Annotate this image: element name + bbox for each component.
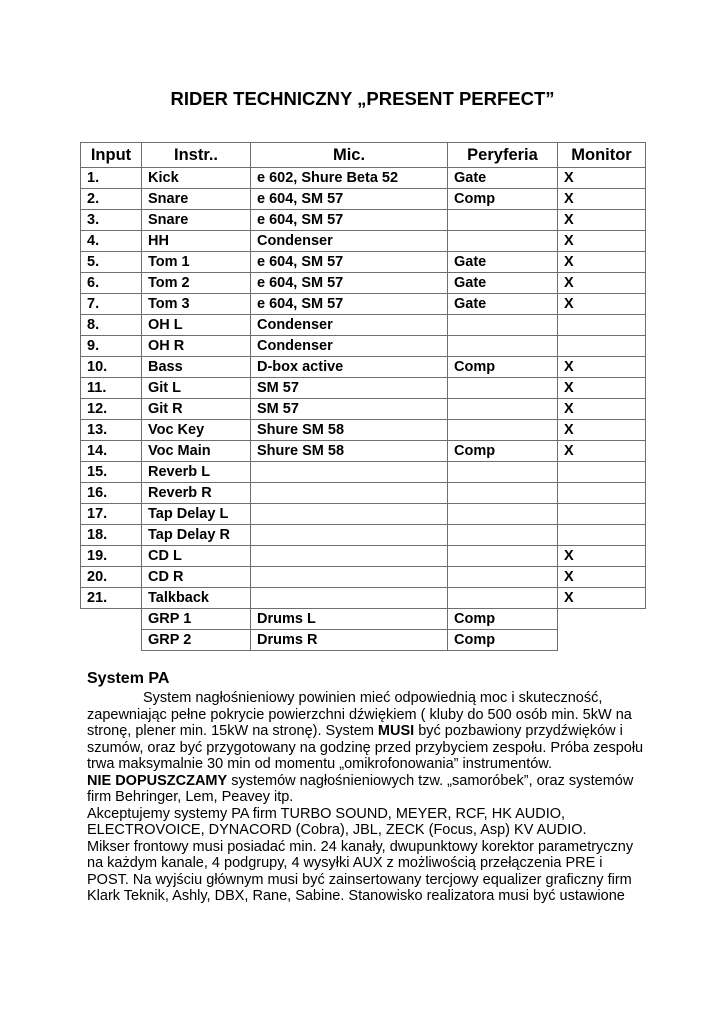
header-instr: Instr..: [142, 143, 251, 168]
cell-instr: Reverb R: [142, 483, 251, 504]
cell-monitor: [558, 504, 646, 525]
cell-monitor: X: [558, 588, 646, 609]
cell-peryferia: [448, 210, 558, 231]
cell-instr: Voc Main: [142, 441, 251, 462]
paragraph-forbidden: [87, 773, 647, 806]
cell-monitor: X: [558, 231, 646, 252]
cell-instr: Tap Delay L: [142, 504, 251, 525]
cell-monitor: X: [558, 420, 646, 441]
cell-mic: [251, 504, 448, 525]
cell-peryferia: Comp: [448, 441, 558, 462]
cell-peryferia: Comp: [448, 189, 558, 210]
cell-input: 5.: [81, 252, 142, 273]
table-row: [81, 588, 646, 609]
cell-peryferia: [448, 567, 558, 588]
table-header-row: [81, 143, 646, 168]
table-row: [81, 315, 646, 336]
header-input: Input: [81, 143, 142, 168]
system-pa-text: [87, 690, 647, 905]
table-row: [81, 336, 646, 357]
cell-instr: Kick: [142, 168, 251, 189]
paragraph-accepted: Akceptujemy systemy PA firm TURBO SOUND, MEYER, RCF, HK AUDIO, ELECTROVOICE, DYNACORD (Cobra), JBL, ZECK (Focus, Asp) KV AUDIO.: [87, 805, 587, 838]
paragraph-requirements: [87, 690, 647, 773]
paragraph-mixer: Mikser frontowy musi posiadać min. 24 kanały, dwupunktowy korektor parametryczny na każdym kanale, 4 podgrupy, 4 wysyłki AUX z możliwością przełączenia PRE i POST. Na wyjściu głównym musi być zainsertowany tercjowy equalizer graficzny firm Klark Teknik, Ashly, DBX, Rane, Sabine. Stanowisko realizatora musi być ustawione: [87, 838, 634, 904]
paragraph-text: System nagłośnieniowy powinien mieć odpowiednią moc i skuteczność, zapewniając pełne pokrycie powierzchni dźwiękiem ( kluby do 500 osób min. 5kW na stronę, plener min. 15kW na stronę). System: [87, 690, 632, 739]
cell-peryferia: [448, 483, 558, 504]
cell-mic: [251, 588, 448, 609]
cell-input: 1.: [81, 168, 142, 189]
cell-instr: Tom 1: [142, 252, 251, 273]
cell-input: 2.: [81, 189, 142, 210]
cell-monitor: X: [558, 294, 646, 315]
cell-instr: CD R: [142, 567, 251, 588]
cell-instr: CD L: [142, 546, 251, 567]
cell-monitor: X: [558, 567, 646, 588]
table-row: [81, 294, 646, 315]
cell-instr: Git R: [142, 399, 251, 420]
cell-peryferia: [448, 546, 558, 567]
cell-monitor: [558, 462, 646, 483]
cell-group-mic: Drums L: [251, 609, 448, 630]
cell-peryferia: [448, 378, 558, 399]
group-row: [81, 630, 646, 651]
table-row: [81, 441, 646, 462]
cell-mic: e 604, SM 57: [251, 294, 448, 315]
system-pa-heading: System PA: [87, 670, 170, 687]
cell-input: 13.: [81, 420, 142, 441]
table-row: [81, 567, 646, 588]
cell-mic: Condenser: [251, 336, 448, 357]
table-row: [81, 231, 646, 252]
cell-mic: Condenser: [251, 231, 448, 252]
cell-peryferia: [448, 315, 558, 336]
cell-group-peryferia: Comp: [448, 630, 558, 651]
cell-mic: e 604, SM 57: [251, 189, 448, 210]
cell-monitor: X: [558, 189, 646, 210]
cell-input: 16.: [81, 483, 142, 504]
cell-mic: D-box active: [251, 357, 448, 378]
cell-blank: [81, 609, 142, 630]
group-row: [81, 609, 646, 630]
cell-input: 9.: [81, 336, 142, 357]
cell-input: 6.: [81, 273, 142, 294]
cell-input: 11.: [81, 378, 142, 399]
cell-blank: [81, 630, 142, 651]
cell-peryferia: [448, 336, 558, 357]
rider-table: [80, 142, 646, 651]
emphasis-musi: MUSI: [377, 723, 415, 739]
cell-input: 10.: [81, 357, 142, 378]
cell-monitor: X: [558, 399, 646, 420]
cell-input: 7.: [81, 294, 142, 315]
table-row: [81, 357, 646, 378]
cell-input: 12.: [81, 399, 142, 420]
cell-instr: Voc Key: [142, 420, 251, 441]
cell-blank: [558, 609, 646, 630]
cell-input: 4.: [81, 231, 142, 252]
cell-instr: HH: [142, 231, 251, 252]
cell-mic: e 602, Shure Beta 52: [251, 168, 448, 189]
cell-instr: OH L: [142, 315, 251, 336]
cell-input: 14.: [81, 441, 142, 462]
table-row: [81, 420, 646, 441]
emphasis-nie-dopuszczamy: NIE DOPUSZCZAMY: [87, 772, 228, 789]
cell-peryferia: Comp: [448, 357, 558, 378]
table-row: [81, 504, 646, 525]
cell-peryferia: Gate: [448, 168, 558, 189]
cell-peryferia: [448, 420, 558, 441]
table-row: [81, 252, 646, 273]
table-row: [81, 210, 646, 231]
table-row: [81, 189, 646, 210]
table-row: [81, 273, 646, 294]
cell-peryferia: [448, 588, 558, 609]
cell-monitor: X: [558, 357, 646, 378]
paragraph-text: systemów nagłośnieniowych tzw. „samoróbek”, oraz systemów firm Behringer, Lem, Peavey itp.: [87, 772, 634, 805]
cell-monitor: X: [558, 546, 646, 567]
paragraph-text: być pozbawiony przydźwięków i szumów, oraz być przygotowany na godzinę przed przybyciem zespołu. Próba zespołu trwa maksymalnie 30 min od momentu „omikrofonowania” instrumentów.: [87, 723, 644, 772]
cell-monitor: [558, 483, 646, 504]
cell-mic: Shure SM 58: [251, 420, 448, 441]
cell-mic: [251, 462, 448, 483]
cell-mic: SM 57: [251, 378, 448, 399]
cell-instr: Bass: [142, 357, 251, 378]
cell-peryferia: Gate: [448, 294, 558, 315]
table-row: [81, 525, 646, 546]
table-row: [81, 546, 646, 567]
cell-instr: Git L: [142, 378, 251, 399]
cell-peryferia: [448, 504, 558, 525]
cell-input: 18.: [81, 525, 142, 546]
cell-peryferia: [448, 462, 558, 483]
cell-monitor: X: [558, 273, 646, 294]
cell-instr: OH R: [142, 336, 251, 357]
cell-peryferia: [448, 231, 558, 252]
cell-monitor: X: [558, 378, 646, 399]
header-monitor: Monitor: [558, 143, 646, 168]
cell-instr: Tap Delay R: [142, 525, 251, 546]
cell-monitor: [558, 315, 646, 336]
cell-input: 3.: [81, 210, 142, 231]
table-row: [81, 462, 646, 483]
cell-input: 15.: [81, 462, 142, 483]
cell-mic: e 604, SM 57: [251, 210, 448, 231]
table-row: [81, 378, 646, 399]
document-title: RIDER TECHNICZNY „PRESENT PERFECT”: [170, 88, 555, 109]
cell-mic: [251, 483, 448, 504]
cell-input: 20.: [81, 567, 142, 588]
cell-instr: Talkback: [142, 588, 251, 609]
cell-instr: Tom 2: [142, 273, 251, 294]
cell-peryferia: Gate: [448, 273, 558, 294]
cell-mic: e 604, SM 57: [251, 273, 448, 294]
cell-mic: [251, 567, 448, 588]
cell-input: 21.: [81, 588, 142, 609]
cell-instr: Tom 3: [142, 294, 251, 315]
cell-peryferia: [448, 525, 558, 546]
cell-group-instr: GRP 1: [142, 609, 251, 630]
cell-input: 19.: [81, 546, 142, 567]
cell-monitor: X: [558, 210, 646, 231]
cell-monitor: X: [558, 441, 646, 462]
cell-instr: Reverb L: [142, 462, 251, 483]
table-row: [81, 483, 646, 504]
cell-instr: Snare: [142, 210, 251, 231]
cell-group-peryferia: Comp: [448, 609, 558, 630]
cell-peryferia: Gate: [448, 252, 558, 273]
cell-input: 8.: [81, 315, 142, 336]
cell-monitor: X: [558, 252, 646, 273]
table-row: [81, 399, 646, 420]
cell-group-mic: Drums R: [251, 630, 448, 651]
cell-peryferia: [448, 399, 558, 420]
cell-mic: Shure SM 58: [251, 441, 448, 462]
table-row: [81, 168, 646, 189]
cell-instr: Snare: [142, 189, 251, 210]
cell-mic: Condenser: [251, 315, 448, 336]
cell-monitor: X: [558, 168, 646, 189]
cell-blank: [558, 630, 646, 651]
cell-mic: SM 57: [251, 399, 448, 420]
cell-mic: [251, 525, 448, 546]
header-mic: Mic.: [251, 143, 448, 168]
cell-monitor: [558, 525, 646, 546]
cell-mic: [251, 546, 448, 567]
cell-mic: e 604, SM 57: [251, 252, 448, 273]
cell-monitor: [558, 336, 646, 357]
cell-input: 17.: [81, 504, 142, 525]
cell-group-instr: GRP 2: [142, 630, 251, 651]
header-peryferia: Peryferia: [448, 143, 558, 168]
